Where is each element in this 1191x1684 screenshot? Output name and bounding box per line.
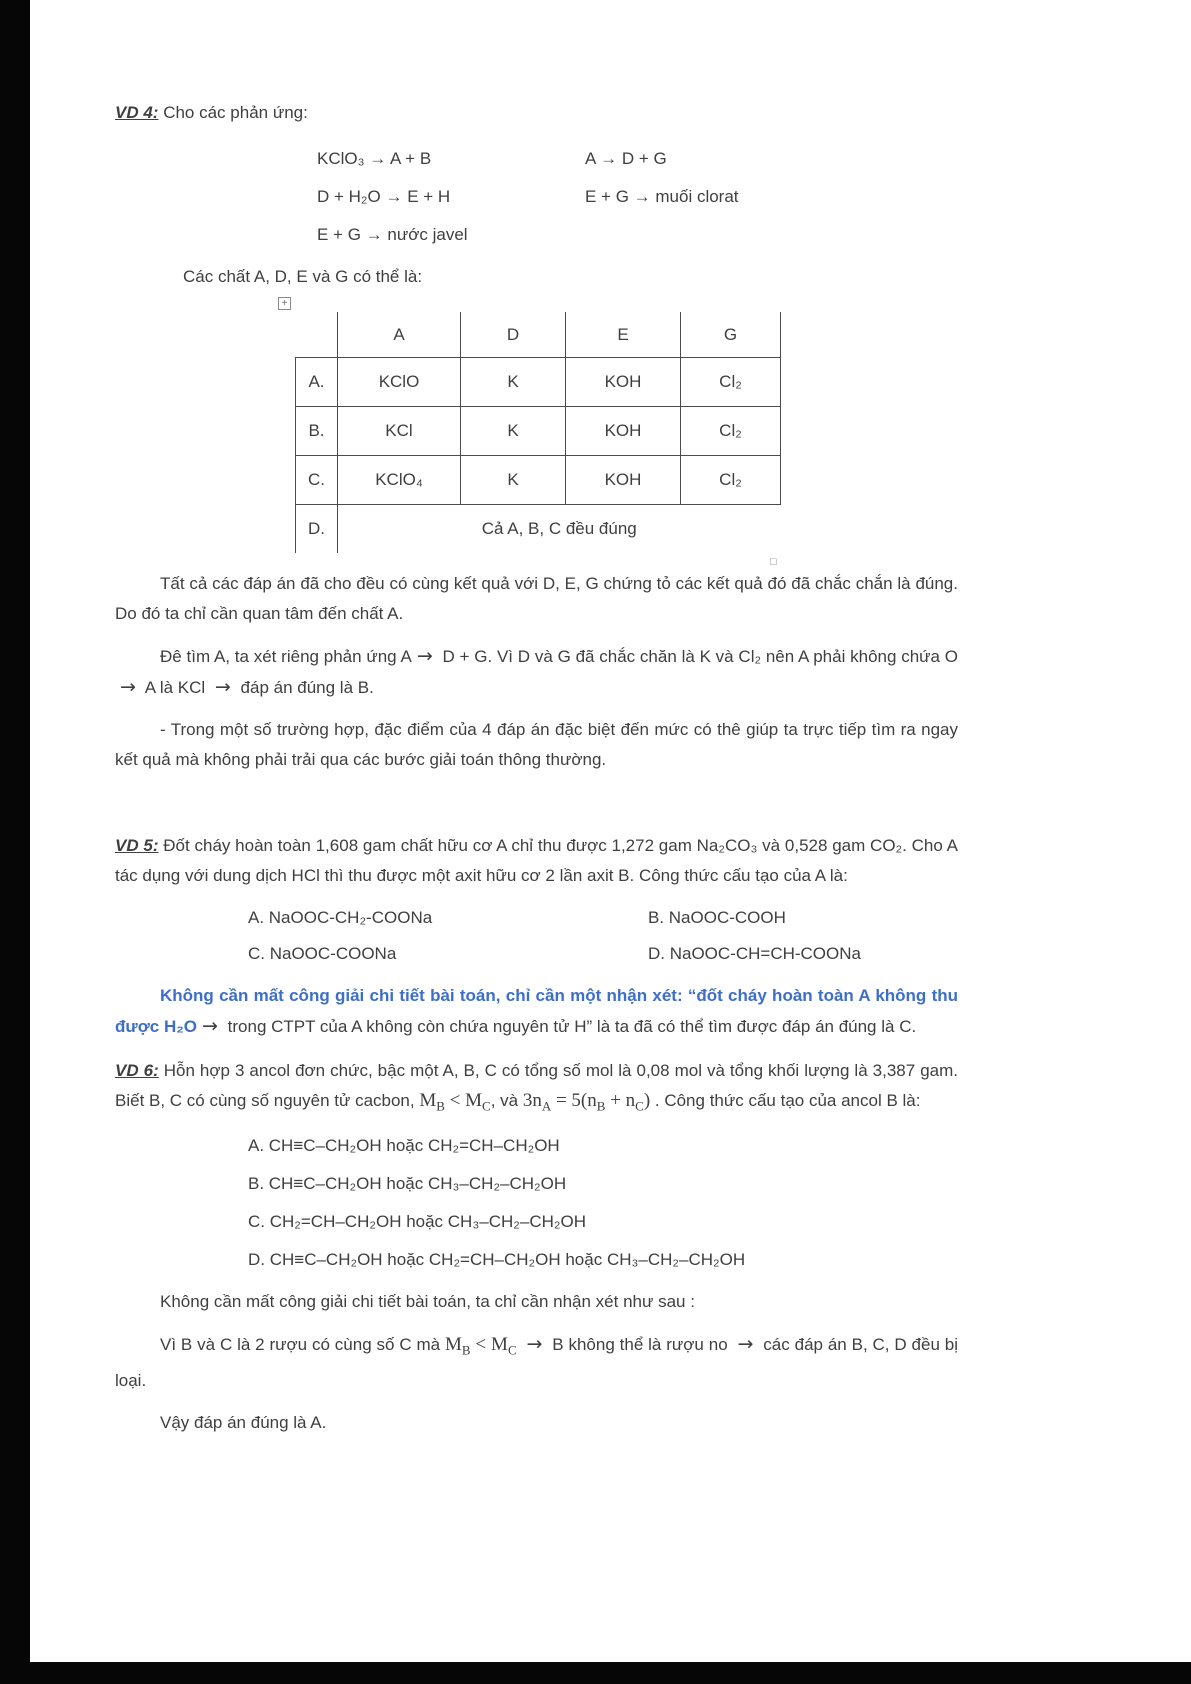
table-cell: KClO (338, 358, 461, 407)
section-vd5 (115, 831, 958, 1042)
table-cell: Cl₂ (681, 358, 781, 407)
vd6-analysis: Vì B và C là 2 rượu có cùng số C mà $M_B < M_C \to B$ không thể là rượu no → các đáp án B, C, D đều bị loại. (115, 1333, 958, 1390)
table-header-cell: D (461, 312, 566, 358)
vd6-option-b: B. CH≡C–CH₂OH hoặc CH₃–CH₂–CH₂OH (248, 1174, 567, 1194)
section-vd6 (115, 1056, 958, 1438)
table-move-handle-icon[interactable] (278, 297, 291, 310)
table-row (296, 505, 781, 554)
vd4-answer-table (295, 312, 781, 553)
vd4-reactions (115, 140, 958, 254)
table-merged-cell: Cả A, B, C đều đúng (338, 505, 781, 554)
table-cell: KClO₄ (338, 456, 461, 505)
table-row (296, 407, 781, 456)
row-label-cell: C. (296, 456, 338, 505)
table-header-cell: E (566, 312, 681, 358)
row-label-cell: B. (296, 407, 338, 456)
vd5-option-c: C. NaOOC-COONa (248, 944, 397, 963)
table-cell: K (461, 456, 566, 505)
vd4-para-3: - Trong một số trường hợp, đặc điểm của 4 đáp án đặc biệt đến mức có thê giúp ta trực tiếp tìm ra ngay kết quả mà không phải trải qua các bước giải toán thông thường. (115, 720, 958, 769)
table-cell: KOH (566, 407, 681, 456)
vd4-para-2: Đê tìm A, ta xét riêng phản ứng A → D + G. Vì D và G đã chắc chăn là K và Cl₂ nên A phải không chứa O → A là KCl → đáp án đúng là B. (120, 645, 958, 698)
reaction-equation: KClO₃ → A + B (317, 149, 432, 168)
vd6-options (248, 1131, 958, 1275)
section-vd4 (115, 98, 958, 775)
vd5-heading: VD 5: Đốt cháy hoàn toàn 1,608 gam chất hữu cơ A chỉ thu được 1,272 gam Na₂CO₃ và 0,528 gam CO₂. Cho A tác dụng với dung dịch HCl thì thu được một axit hữu cơ 2 lần axit B. Công thức cấu tạo của A là: (115, 836, 958, 885)
table-row (296, 456, 781, 505)
reaction-equation: D + H₂O → E + H (317, 187, 451, 206)
table-cell: KOH (566, 456, 681, 505)
plus-icon: + (281, 298, 288, 309)
vd6-option-a: A. CH≡C–CH₂OH hoặc CH₂=CH–CH₂OH (248, 1136, 560, 1156)
stray-square-artifact: □ (770, 556, 777, 568)
table-header-cell (296, 312, 338, 358)
vd5-option-d: D. NaOOC-CH=CH-COONa (648, 944, 861, 963)
scan-edge-bottom (0, 1662, 1191, 1684)
table-cell: KOH (566, 358, 681, 407)
paragraph-text: Tất cả các đáp án đã cho đều có cùng kết quả với D, E, G chứng tỏ các kết quả đó đã chắc chắn là đúng. Do đó ta chỉ cần quan tâm đến chất A. (115, 574, 958, 623)
reaction-row (115, 178, 958, 216)
table-header-cell: A (338, 312, 461, 358)
reaction-equation: E + G → nước javel (317, 225, 468, 244)
table-row (296, 358, 781, 407)
table-cell: Cl₂ (681, 407, 781, 456)
vd5-option-b: B. NaOOC-COOH (648, 908, 786, 927)
scan-edge-left (0, 0, 30, 1684)
vd4-prompt: Các chất A, D, E và G có thể là: (183, 267, 423, 286)
table-cell: KCl (338, 407, 461, 456)
table-cell: Cl₂ (681, 456, 781, 505)
vd5-option-a: A. NaOOC-CH₂-COONa (248, 908, 433, 927)
row-label-cell: A. (296, 358, 338, 407)
vd6-conclusion: Vậy đáp án đúng là A. (160, 1412, 327, 1432)
vd6-heading: VD 6: Hỗn hợp 3 ancol đơn chức, bậc một A, B, C có tổng số mol là 0,08 mol và tổng khối lượng là 3,387 gam. Biết B, C có cùng số nguyên tử cacbon, $M_B < M_C$, và $3n_A = 5(n_B + n_C)$ . Công thức cấu tạo của ancol B là: (115, 1061, 958, 1114)
table-cell: K (461, 358, 566, 407)
vd6-option-c: C. CH₂=CH–CH₂OH hoặc CH₃–CH₂–CH₂OH (248, 1212, 586, 1232)
vd6-note: Không cần mất công giải chi tiết bài toán, ta chỉ cần nhận xét như sau : (160, 1292, 695, 1312)
vd4-answer-table-wrap (281, 298, 782, 553)
table-header-cell: G (681, 312, 781, 358)
vd4-heading: VD 4: Cho các phản ứng: (115, 103, 308, 122)
vd5-analysis: Không cần mất công giải chi tiết bài toán, chỉ cần một nhận xét: “đốt cháy hoàn toàn A không thu được H₂O → trong CTPT của A không còn chứa nguyên tử H” là ta đã có thể tìm được đáp án đúng là C. (115, 986, 958, 1037)
reaction-row (115, 140, 958, 178)
reaction-row (115, 216, 958, 254)
document-page (30, 0, 1191, 1662)
reaction-equation: A → D + G (585, 149, 667, 168)
vd4-para-1 (115, 556, 958, 629)
table-cell: K (461, 407, 566, 456)
table-header-row (296, 312, 781, 358)
reaction-equation: E + G → muối clorat (585, 187, 739, 206)
vd5-options (248, 903, 958, 969)
row-label-cell: D. (296, 505, 338, 554)
vd6-option-d: D. CH≡C–CH₂OH hoặc CH₂=CH–CH₂OH hoặc CH₃–CH₂–CH₂OH (248, 1250, 746, 1270)
